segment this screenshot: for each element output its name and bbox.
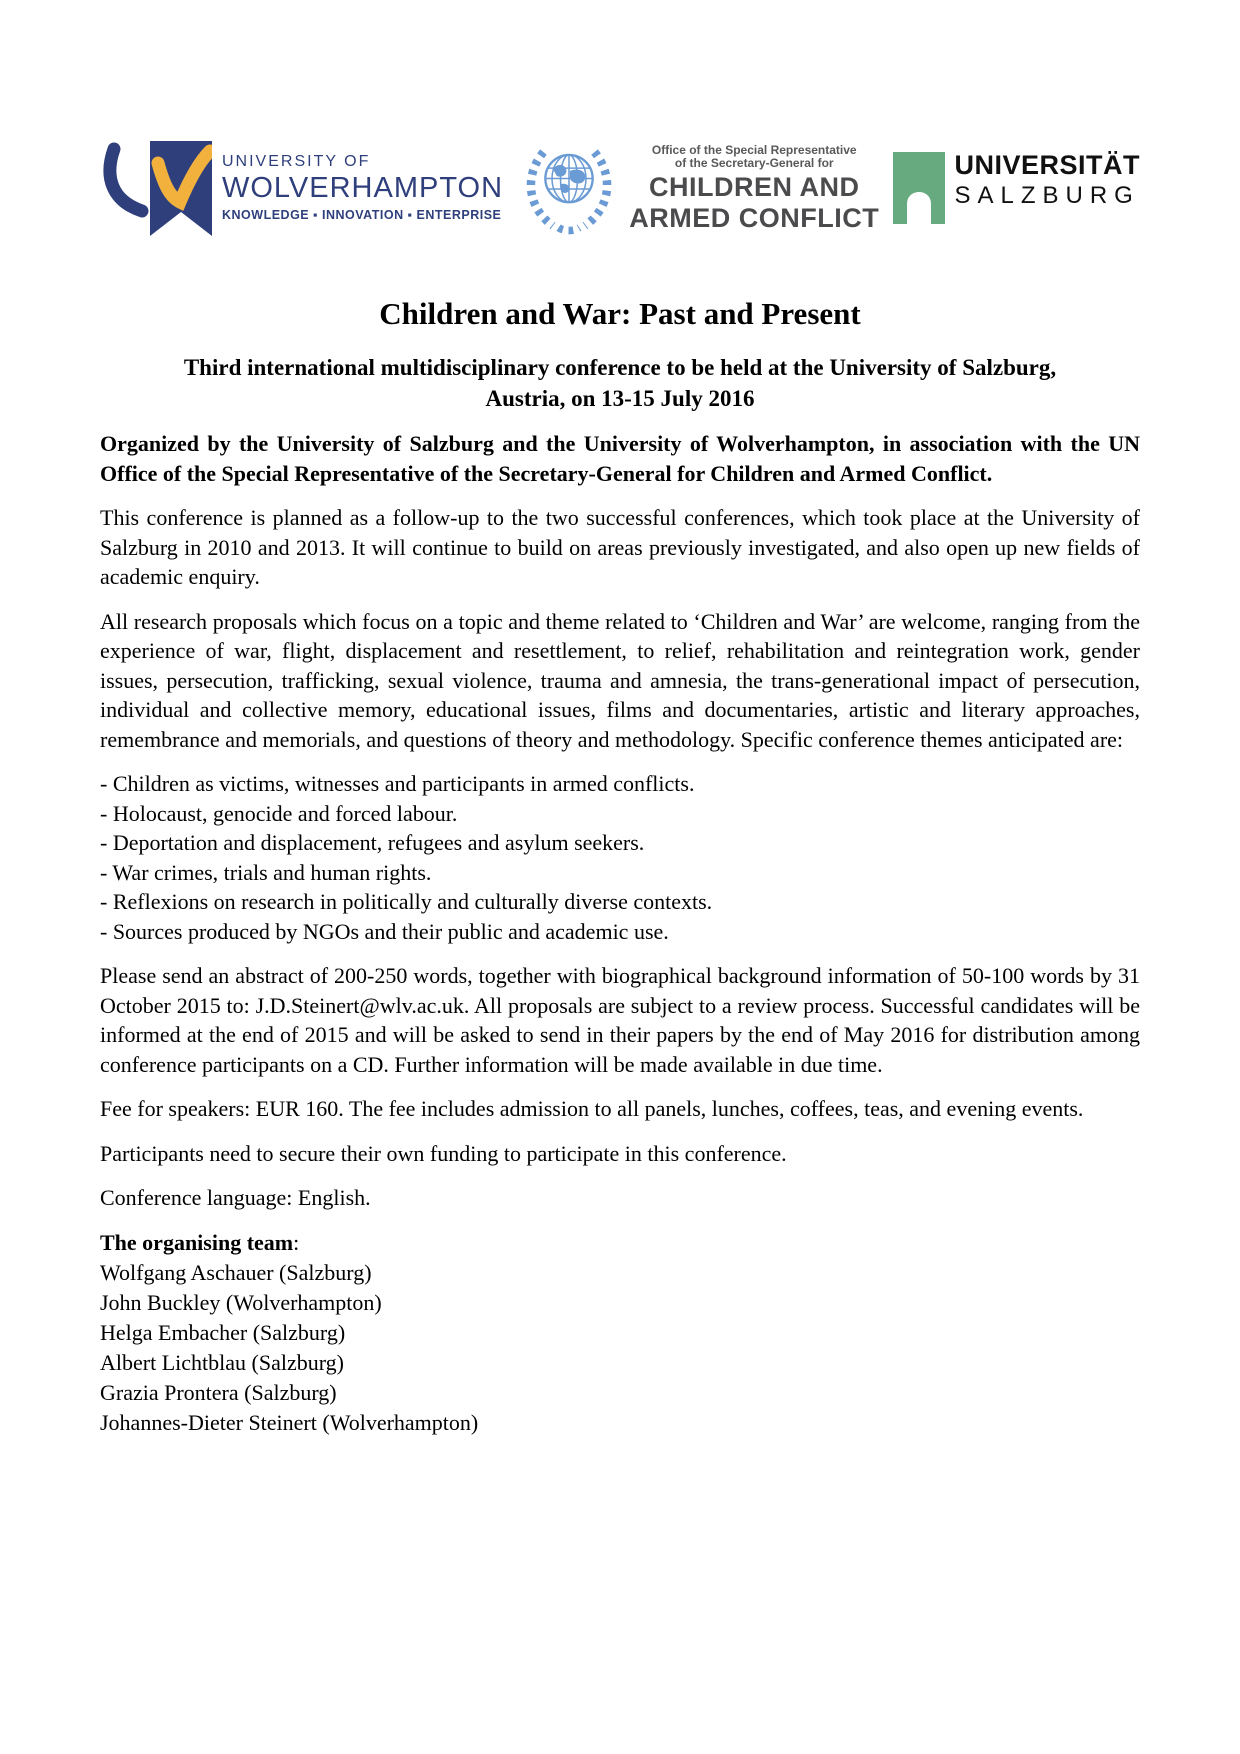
organized-by-paragraph: Organized by the University of Salzburg and the University of Wolverhampton, in association with the UN Office of the Special Representative of the Secretary-General for Children and Armed Conflict. [100, 431, 1140, 486]
page-subtitle [100, 352, 1140, 414]
un-office-line1: Office of the Special Representative [651, 142, 857, 157]
un-caac-logo [517, 138, 879, 238]
un-caac-wordmark [629, 144, 879, 233]
salzburg-arch-icon [893, 152, 945, 224]
subtitle-line1: Third international multidisciplinary conference to be held at the University of Salzburg, [183, 355, 1057, 380]
team-member: Johannes-Dieter Steinert (Wolverhampton) [100, 1409, 479, 1435]
organising-team-section [100, 1228, 1140, 1438]
logo-header-row [100, 138, 1140, 238]
submission-text-before: Please send an abstract of 200-250 words, together with biographical background information of 50-100 words by 31 October 2015 to: [100, 963, 1140, 1018]
salzburg-wordmark [954, 152, 1140, 208]
caac-name-line1: CHILDREN AND [648, 172, 860, 203]
theme-item: - War crimes, trials and human rights. [100, 859, 432, 885]
un-emblem-icon [517, 138, 621, 238]
team-member: Helga Embacher (Salzburg) [100, 1319, 346, 1345]
theme-item: - Reflexions on research in politically and culturally diverse contexts. [100, 889, 713, 914]
organising-team-heading [100, 1228, 1140, 1258]
team-member: Grazia Prontera (Salzburg) [100, 1379, 337, 1405]
wolverhampton-university-of: UNIVERSITY OF [222, 153, 371, 171]
team-member: Wolfgang Aschauer (Salzburg) [100, 1259, 372, 1285]
subtitle-line2: Austria, on 13-15 July 2016 [485, 386, 755, 411]
wolverhampton-logo [100, 141, 503, 236]
intro-paragraph: This conference is planned as a follow-up to the two successful conferences, which took place at the University of Salzburg in 2010 and 2013. It will continue to build on areas previously investigated, and also open up new fields of academic enquiry. [100, 505, 1140, 589]
theme-item: - Holocaust, genocide and forced labour. [100, 800, 458, 826]
salzburg-name-line1: UNIVERSITÄT [954, 150, 1140, 180]
team-member: John Buckley (Wolverhampton) [100, 1289, 382, 1315]
fee-paragraph: Fee for speakers: EUR 160. The fee includes admission to all panels, lunches, coffees, teas, and evening events. [100, 1096, 1084, 1121]
salzburg-logo [893, 152, 1140, 224]
wolverhampton-name: WOLVERHAMPTON [222, 172, 504, 205]
scope-paragraph: All research proposals which focus on a topic and theme related to ‘Children and War’ are welcome, ranging from the experience of war, flight, displacement and resettlement, to relief, rehabilitation and reintegration work, gender issues, persecution, trafficking, sexual violence, trauma and amnesia, the trans-generational impact of persecution, individual and collective memory, educational issues, films and documentaries, artistic and literary approaches, remembrance and memorials, and questions of theory and methodology. Specific conference themes anticipated are: [100, 608, 1140, 752]
language-paragraph: Conference language: English. [100, 1185, 371, 1210]
submission-paragraph [100, 961, 1140, 1079]
themes-list [100, 769, 1140, 946]
email-link[interactable]: J.D.Steinert@wlv.ac.uk [255, 992, 464, 1018]
theme-item: - Deportation and displacement, refugees and asylum seekers. [100, 830, 645, 855]
team-member: Albert Lichtblau (Salzburg) [100, 1349, 344, 1375]
wolverhampton-tagline: KNOWLEDGE ▪ INNOVATION ▪ ENTERPRISE [222, 208, 502, 223]
funding-paragraph: Participants need to secure their own funding to participate in this conference. [100, 1140, 787, 1166]
organising-team-heading-text: The organising team [100, 1229, 294, 1255]
submission-text-after: . All proposals are subject to a review process. Successful candidates will be informed at the end of 2015 and will be asked to send in their papers by the end of May 2016 for distribution among conference participants on a CD. Further information will be made available in due time. [100, 992, 1140, 1077]
theme-item: - Children as victims, witnesses and participants in armed conflicts. [100, 771, 695, 796]
page-title: Children and War: Past and Present [379, 296, 861, 331]
wolverhampton-logo-mark-icon [100, 141, 212, 236]
wolverhampton-wordmark [222, 154, 503, 222]
theme-item: - Sources produced by NGOs and their public and academic use. [100, 918, 669, 944]
caac-name-line2: ARMED CONFLICT [629, 202, 880, 233]
salzburg-name-line2: SALZBURG [954, 182, 1140, 209]
organising-team-heading-colon: : [293, 1229, 300, 1255]
un-office-line2: of the Secretary-General for [674, 156, 834, 171]
